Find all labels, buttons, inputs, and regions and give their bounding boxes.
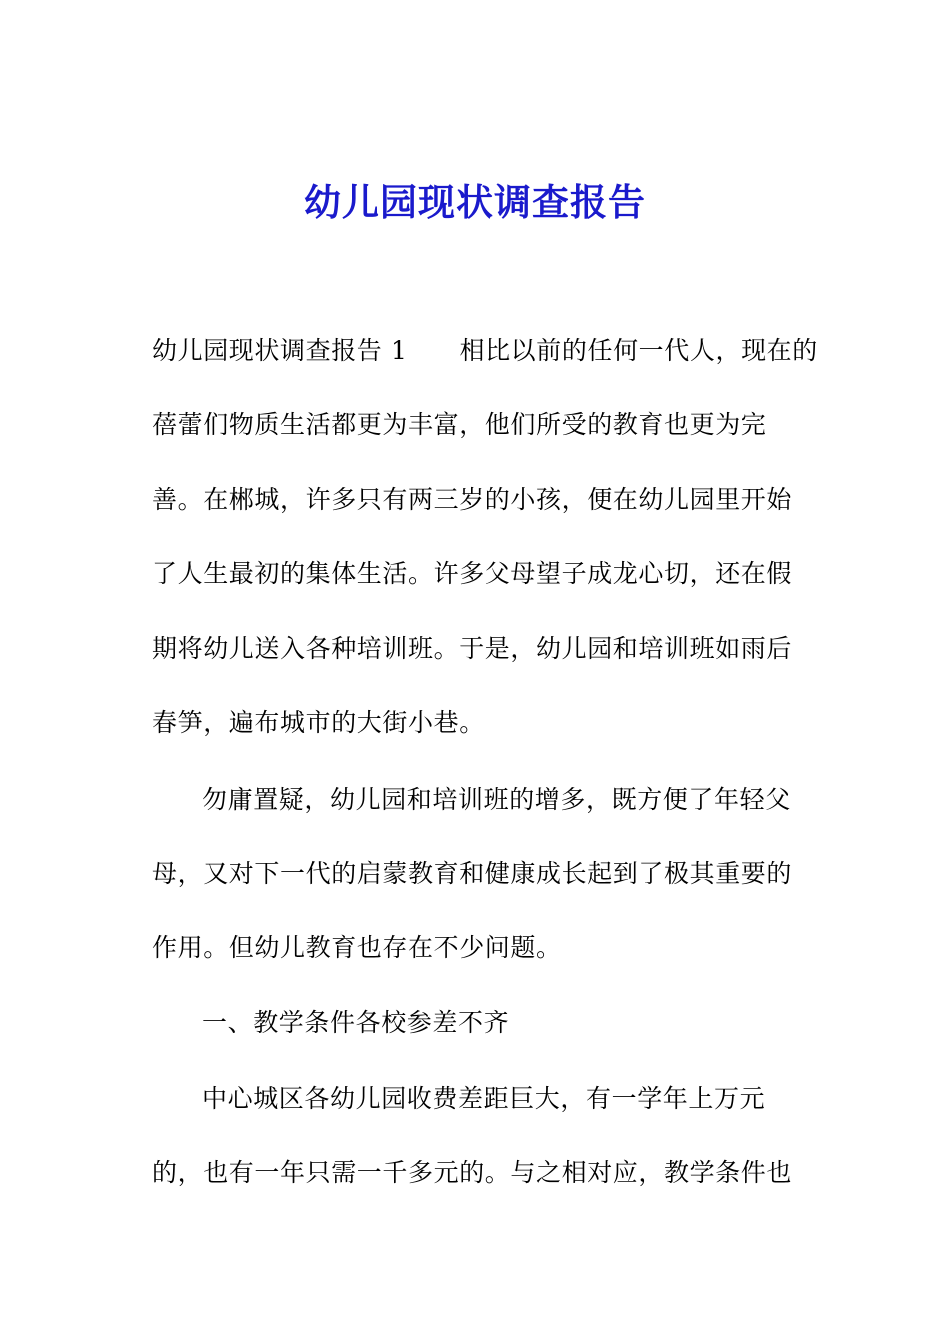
text-line-5: 期将幼儿送入各种培训班。于是，幼儿园和培训班如雨后 bbox=[152, 634, 793, 663]
text-line-2: 蓓蕾们物质生活都更为丰富，他们所受的教育也更为完 bbox=[152, 410, 767, 439]
text-line-11: 中心城区各幼儿园收费差距巨大，有一学年上万元 bbox=[202, 1084, 766, 1113]
section-heading-1: 一、教学条件各校参差不齐 bbox=[202, 1008, 510, 1037]
text-line-4: 了人生最初的集体生活。许多父母望子成龙心切，还在假 bbox=[152, 559, 793, 588]
text-line-1-content: 相比以前的任何一代人，现在的 bbox=[459, 336, 818, 365]
text-line-8: 母，又对下一代的启蒙教育和健康成长起到了极其重要的 bbox=[152, 859, 793, 888]
text-line-9: 作用。但幼儿教育也存在不少问题。 bbox=[152, 933, 562, 962]
text-line-12: 的，也有一年只需一千多元的。与之相对应，教学条件也 bbox=[152, 1158, 793, 1187]
text-line-3: 善。在郴城，许多只有两三岁的小孩，便在幼儿园里开始 bbox=[152, 485, 793, 514]
text-line-7: 勿庸置疑，幼儿园和培训班的增多，既方便了年轻父 bbox=[202, 785, 791, 814]
text-line-6: 春笋，遍布城市的大街小巷。 bbox=[152, 708, 485, 737]
report-heading-inline: 幼儿园现状调查报告 1 bbox=[152, 336, 408, 365]
document-title: 幼儿园现状调查报告 bbox=[304, 180, 646, 224]
text-line-1 bbox=[152, 331, 818, 371]
